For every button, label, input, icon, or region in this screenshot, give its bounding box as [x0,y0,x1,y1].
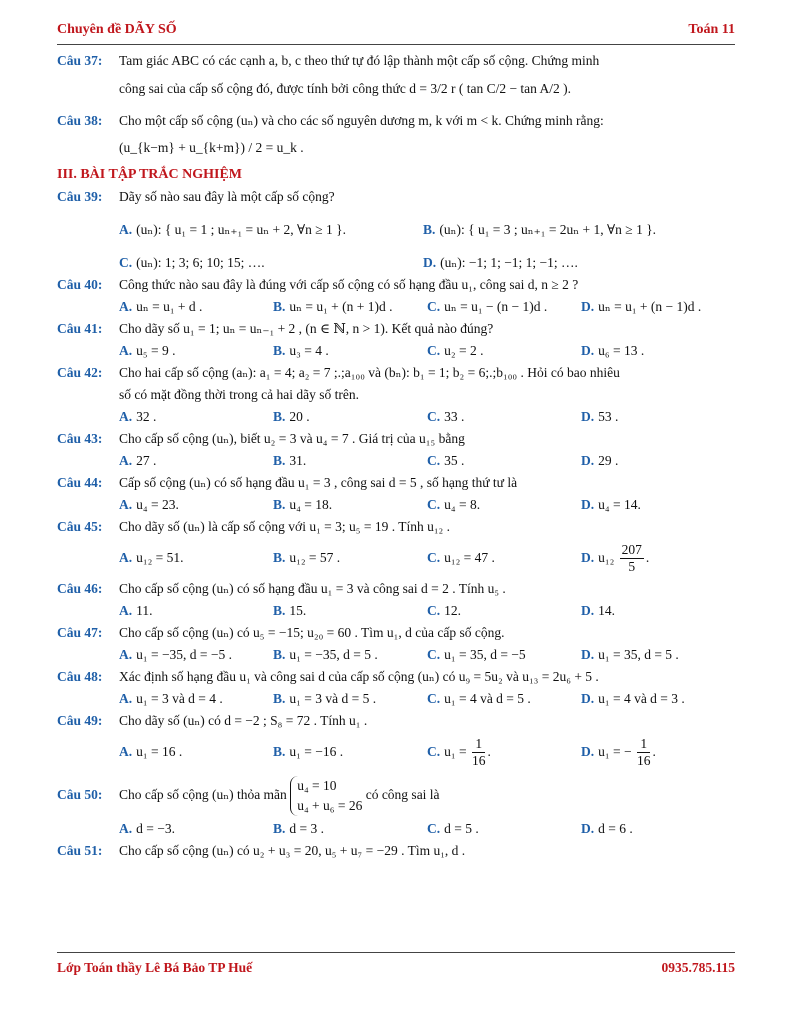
option-a[interactable]: A. u₁ = 16 . [119,744,183,759]
question-41 [57,318,737,340]
option-a[interactable]: A. (uₙ): { u₁ = 1 ; uₙ₊₁ = uₙ + 2, ∀n ≥ 1 }. [119,222,347,237]
options [119,296,737,318]
option-a[interactable]: A. d = −3. [119,821,175,836]
fraction: $\frac{1}{16}$ [636,736,651,769]
question-45 [57,516,737,538]
option-b[interactable]: B. uₙ = u₁ + (n + 1)d . [273,299,393,314]
question-number: Câu 50: [57,787,103,802]
question-text: Cho một cấp số cộng (uₙ) và cho các số nguyên dương m, k với m < k. Chứng minh rằng: (u_{k−m} + u_{k+m}) / 2 = u_k . [119,113,604,155]
options [119,208,737,252]
question-text: Cho dãy số (uₙ) có d = −2 ; S₈ = 72 . Tính u₁ . [119,713,368,728]
question-number: Câu 38: [57,113,103,128]
question-number: Câu 49: [57,713,103,728]
options [119,252,737,274]
question-text: Công thức nào sau đây là đúng với cấp số cộng có số hạng đầu u₁, công sai d, n ≥ 2 ? [119,277,579,292]
options [119,644,737,666]
option-d[interactable]: D. u₄ = 14. [581,497,641,512]
option-b[interactable]: B. d = 3 . [273,821,325,836]
option-b[interactable]: B. u₁ = −35, d = 5 . [273,647,378,662]
question-text: Xác định số hạng đầu u₁ và công sai d của cấp số cộng (uₙ) có u₉ = 5u₂ và u₁₃ = 2u₆ + 5 . [119,669,599,684]
question-51 [57,840,737,862]
option-d[interactable]: D. 14. [581,603,615,618]
fraction: $\frac{207}{5}$ [621,542,642,575]
question-number: Câu 45: [57,519,103,534]
question-text: Cho cấp số cộng (uₙ) có u₂ + u₃ = 20, u₅ + u₇ = −29 . Tìm u₁, d . [119,843,466,858]
options [119,450,737,472]
option-b[interactable]: B. u₁₂ = 57 . [273,550,341,565]
question-list [57,50,737,862]
options [119,538,737,578]
option-c[interactable]: C. u₁ = $\frac{1}{16}$ . [427,736,491,769]
option-c[interactable]: C. u₄ = 8. [427,497,481,512]
footer-author: Lớp Toán thầy Lê Bá Bảo TP Huế [57,960,253,975]
option-d[interactable]: D. u₁ = 35, d = 5 . [581,647,679,662]
option-c[interactable]: C. 12. [427,603,461,618]
option-b[interactable]: B. 20 . [273,409,310,424]
question-44 [57,472,737,494]
question-number: Câu 51: [57,843,103,858]
question-number: Câu 39: [57,189,103,204]
option-c[interactable]: C. u₂ = 2 . [427,343,484,358]
options [119,340,737,362]
question-text: Cho cấp số cộng (uₙ), biết u₂ = 3 và u₄ = 7 . Giá trị của u₁₅ bằng [119,431,465,446]
question-40 [57,274,737,296]
question-text: Cho cấp số cộng (uₙ) có u₅ = −15; u₂₀ = 60 . Tìm u₁, d của cấp số cộng. [119,625,505,640]
option-a[interactable]: A. uₙ = u₁ + d . [119,299,203,314]
option-d[interactable]: D. u₁ = 4 và d = 3 . [581,691,685,706]
header-subject: Toán 11 [688,22,735,37]
question-number: Câu 37: [57,53,103,68]
option-a[interactable]: A. u₄ = 23. [119,497,179,512]
options [119,406,737,428]
question-38 [57,110,737,164]
question-43 [57,428,737,450]
question-number: Câu 47: [57,625,103,640]
section-title: III. BÀI TẬP TRẮC NGHIỆM [57,167,243,182]
option-a[interactable]: A. u₅ = 9 . [119,343,176,358]
option-c[interactable]: C. d = 5 . [427,821,479,836]
option-d[interactable]: D. d = 6 . [581,821,633,836]
option-d[interactable]: D. 53 . [581,409,619,424]
question-number: Câu 42: [57,365,103,380]
question-47 [57,622,737,644]
option-a[interactable]: A. 27 . [119,453,157,468]
question-text: Cho dãy số (uₙ) là cấp số cộng với u₁ = 3; u₅ = 19 . Tính u₁₂ . [119,519,451,534]
option-b[interactable]: B. (uₙ): { u₁ = 3 ; uₙ₊₁ = 2uₙ + 1, ∀n ≥ 1 }. [423,222,657,237]
option-a[interactable]: A. 32 . [119,409,157,424]
question-48 [57,666,737,688]
options [119,494,737,516]
question-text: Cho hai cấp số cộng (aₙ): a₁ = 4; a₂ = 7 ;.;a₁₀₀ và (bₙ): b₁ = 1; b₂ = 6;.;b₁₀₀ . Hỏi có bao nhiêu số có mặt đồng thời trong cả hai dãy số trên. [119,365,620,402]
option-d[interactable]: D. u₁ = − $\frac{1}{16}$ . [581,736,656,769]
question-39 [57,186,737,208]
question-49 [57,710,737,732]
equation-system: u₄ = 10 u₄ + u₆ = 26 [290,776,362,816]
option-c[interactable]: C. (uₙ): 1; 3; 6; 10; 15; …. [119,255,265,270]
header-topic: Chuyên đề DÃY SỐ [57,22,177,37]
options [119,818,737,840]
option-d[interactable]: D. uₙ = u₁ + (n − 1)d . [581,299,702,314]
page-header [57,22,735,45]
option-a[interactable]: A. u₁₂ = 51. [119,550,184,565]
option-c[interactable]: C. 33 . [427,409,465,424]
option-c[interactable]: C. uₙ = u₁ − (n − 1)d . [427,299,548,314]
question-number: Câu 48: [57,669,103,684]
question-text: Cho cấp số cộng (uₙ) thỏa mãn u₄ = 10 u₄ + u₆ = 26 có công sai là [119,772,737,818]
option-b[interactable]: B. 31. [273,453,307,468]
option-d[interactable]: D. (uₙ): −1; 1; −1; 1; −1; …. [423,255,578,270]
formula: (u_{k−m} + u_{k+m}) / 2 = u_k . [119,140,304,155]
option-b[interactable]: B. 15. [273,603,307,618]
option-c[interactable]: C. 35 . [427,453,465,468]
option-d[interactable]: D. 29 . [581,453,619,468]
fraction: $\frac{1}{16}$ [471,736,486,769]
option-a[interactable]: A. u₁ = −35, d = −5 . [119,647,233,662]
option-b[interactable]: B. u₃ = 4 . [273,343,329,358]
options [119,600,737,622]
question-number: Câu 46: [57,581,103,596]
options [119,688,737,710]
question-number: Câu 41: [57,321,103,336]
question-number: Câu 44: [57,475,103,490]
option-d[interactable]: D. u₆ = 13 . [581,343,645,358]
option-b[interactable]: B. u₁ = 3 và d = 5 . [273,691,377,706]
question-text: Cấp số cộng (uₙ) có số hạng đầu u₁ = 3 , công sai d = 5 , số hạng thứ tư là [119,475,518,490]
question-42 [57,362,737,406]
option-c[interactable]: C. u₁ = 4 và d = 5 . [427,691,531,706]
footer-phone: 0935.785.115 [661,960,735,975]
question-50 [57,772,737,818]
options [119,732,737,772]
option-a[interactable]: A. u₁ = 3 và d = 4 . [119,691,223,706]
option-c[interactable]: C. u₁ = 35, d = −5 [427,647,526,662]
option-b[interactable]: B. u₄ = 18. [273,497,333,512]
option-a[interactable]: A. 11. [119,603,153,618]
question-46 [57,578,737,600]
question-number: Câu 43: [57,431,103,446]
page-footer [57,952,735,979]
question-number: Câu 40: [57,277,103,292]
option-c[interactable]: C. u₁₂ = 47 . [427,550,495,565]
question-text: Dãy số nào sau đây là một cấp số cộng? [119,189,335,204]
question-text: Tam giác ABC có các cạnh a, b, c theo thứ tự đó lập thành một cấp số cộng. Chứng minh công sai của cấp số cộng đó, được tính bởi công thức d = 3/2 r ( tan C/2 − tan A/2 ). [119,53,600,96]
question-37 [57,50,737,106]
option-d[interactable]: D. u₁₂ $\frac{207}{5}$ . [581,542,650,575]
question-text: Cho cấp số cộng (uₙ) có số hạng đầu u₁ = 3 và công sai d = 2 . Tính u₅ . [119,581,506,596]
question-text: Cho dãy số u₁ = 1; uₙ = uₙ₋₁ + 2 , (n ∈ ℕ, n > 1). Kết quả nào đúng? [119,321,494,336]
formula: d = 3/2 r ( tan C/2 − tan A/2 ). [409,81,572,96]
option-b[interactable]: B. u₁ = −16 . [273,744,344,759]
